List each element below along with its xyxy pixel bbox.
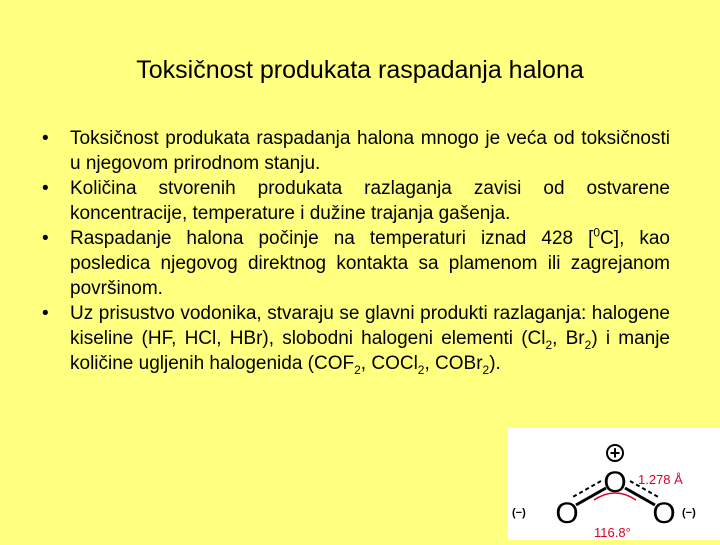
- bullet-text: , COBr: [424, 353, 483, 374]
- bullet-text: C], kao posledica njegovog direktnog kontakta sa plamenom ili zagrejanom površinom.: [70, 228, 670, 299]
- bullet-text: Raspadanje halona počinje na temperaturi iznad 428 [: [70, 228, 594, 249]
- oxygen-atom-left: O: [555, 497, 579, 530]
- page-title: Toksičnost produkata raspadanja halona: [136, 56, 584, 84]
- positive-charge-sign: +: [609, 443, 621, 463]
- bullet-list: [38, 126, 670, 376]
- oxygen-atom-right: O: [652, 497, 676, 530]
- bullet-item-2: [38, 176, 670, 226]
- bullet-item-1: [38, 126, 670, 176]
- subscript: 2: [545, 337, 553, 352]
- subscript: 2: [354, 362, 361, 377]
- bullet-text: Toksičnost produkata raspadanja halona mnogo je veća od toksičnosti u njegovom prirodnom stanju.: [70, 128, 670, 174]
- subscript: 2: [417, 362, 425, 377]
- bullet-text: Količina stvorenih produkata razlaganja zavisi od ostvarene koncentracije, temperature i dužine trajanja gašenja.: [70, 178, 670, 224]
- ozone-molecule-diagram: [508, 428, 720, 540]
- bond-length-label: 1.278 Å: [638, 472, 683, 487]
- bullet-item-4: [38, 301, 670, 376]
- bullet-text: ) i manje količine ugljenih halogenida (COF: [70, 328, 670, 374]
- subscript: 2: [584, 337, 592, 352]
- ozone-molecule-figure: [508, 428, 720, 540]
- bullet-text: , COCl: [360, 353, 418, 374]
- superscript: 0: [593, 225, 601, 240]
- subscript: 2: [482, 362, 490, 377]
- negative-charge-left: (−): [512, 507, 526, 519]
- bullet-text: Uz prisustvo vodonika, stvaraju se glavni produkti razlaganja: halogene kiseline (HF, HCl, HBr), slobodni halogeni elementi (Cl: [70, 303, 670, 349]
- oxygen-atom-top: O: [603, 466, 627, 499]
- bond-angle-label: 116.8°: [594, 525, 631, 540]
- bond-left-dashed: [571, 481, 601, 498]
- negative-charge-right: (−): [682, 507, 696, 519]
- bullet-text: ).: [489, 353, 501, 374]
- bullet-text: , Br: [552, 328, 585, 349]
- bullet-item-3: [38, 226, 670, 301]
